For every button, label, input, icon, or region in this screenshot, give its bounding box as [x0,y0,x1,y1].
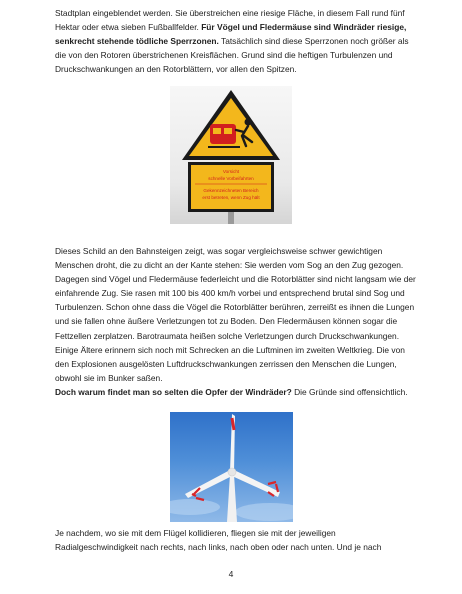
text-run: Stadtplan eingeblendet werden. Sie überstreichen eine riesige Fläche, in diesem Fall rund fünf Hektar oder etwa sieben Fußballfelder. [55,8,405,33]
sign-text-line3: Gekennzeichneten Bereich [203,188,259,193]
sign-text-line1: Vorsicht [222,169,240,174]
bold-text-run: Doch warum findet man so selten die Opfer der Windräder? [55,387,292,397]
text-run: Je nachdem, wo sie mit dem Flügel kollidieren, fliegen sie mit der jeweiligen Radialgeschwindigkeit nach rechts, nach links, nach oben oder nach unten. Und je nach [55,528,382,553]
bold-text-run: Für Vögel und Fledermäuse sind Windräder riesige, senkrecht stehende tödliche Sperrzonen. [55,22,407,47]
paragraph-collision [55,526,417,554]
page-number: 4 [228,569,234,579]
wind-turbine-graphic [170,412,293,522]
warning-sign-photo [170,86,292,224]
blade-tip-marker-up [232,418,234,430]
text-run: Tatsächlich sind diese Sperrzonen noch größer als die von den Rotoren überstrichenen Kreisflächen. Grund sind die heftigen Turbulenzen und Druckschwankungen an den Rotorblättern, vor allen den Spitzen. [55,36,409,75]
paragraph-question [55,385,417,399]
sign-text-line4: erst betreten, wenn Zug hält [202,195,260,200]
turbine-blade-left [185,470,232,498]
paragraph-rotor-zones [55,6,417,76]
text-run: Dieses Schild an den Bahnsteigen zeigt, was sogar vergleichsweise schwer gewichtigen Menschen droht, die zu dicht an der Kante stehen: Sie werden vom Sog an den Zug gezogen. Dagegen sind Vögel und Fledermäuse federleicht und die Rotorblätter sind nicht langsam wie der einfahrende Zug. Sie rasen mit 100 bis 400 km/h vorbei und entsprechend brutal sind Sog und Turbulenzen. Schon ohne dass die Vögel die Rotorblätter berühren, zerreißt es ihnen die Lungen und sie fallen ohne äußere Verletzungen tot zu Boden. Den Fledermäusen können sogar die Fettzellen zerplatzen. Barotraumata heißen solche Verletzungen durch Druckschwankungen. Einige Ältere erinnern sich noch mit Schrecken an die Luftminen im zweiten Weltkrieg. Die von den Explosionen ausgelösten Luftdruckschwankungen zerrissen den Menschen die Lungen, obwohl sie im Bunker saßen. [55,246,416,383]
sign-text-line2: schnelle Vorbeifahrten [208,176,254,181]
wind-turbine-photo [170,412,293,522]
person-pictogram [245,119,252,126]
turbine-tower [227,474,237,522]
warning-sign-graphic [170,86,292,224]
text-run: Die Gründe sind offensichtlich. [291,387,408,397]
turbine-hub [228,468,236,476]
paragraph-platform-sign [55,244,417,385]
